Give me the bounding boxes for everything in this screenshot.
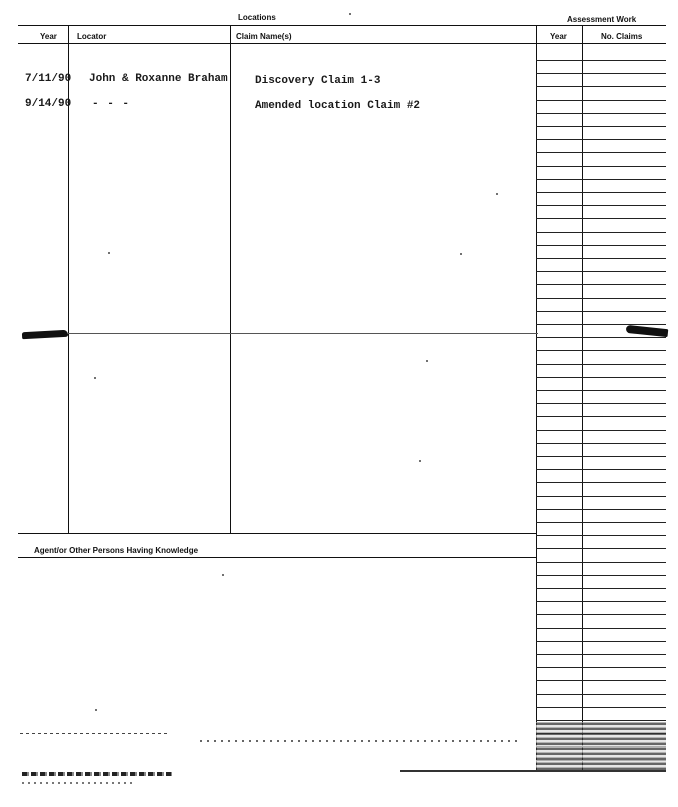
- agent-top-rule: [18, 533, 537, 534]
- scan-noise-band: [200, 740, 520, 742]
- assessment-grid-rule: [536, 416, 666, 417]
- assessment-grid-rule: [536, 271, 666, 272]
- locations-label: Locations: [238, 13, 276, 22]
- assessment-grid-rule: [536, 482, 666, 483]
- scan-speck: [108, 252, 110, 254]
- scan-speck: [496, 193, 498, 195]
- scan-speck: [95, 709, 97, 711]
- binder-mark-left: [22, 330, 68, 339]
- assessment-grid-rule: [536, 337, 666, 338]
- column-header-no-claims: No. Claims: [601, 32, 643, 41]
- assessment-grid-rule: [536, 218, 666, 219]
- scan-noise-band: [20, 733, 170, 734]
- assessment-grid-rule: [536, 720, 666, 721]
- column-header-locator: Locator: [77, 32, 107, 41]
- assessment-grid-rule: [536, 232, 666, 233]
- assessment-grid-rule: [536, 284, 666, 285]
- assessment-grid-rule: [536, 350, 666, 351]
- assessment-grid-rule: [536, 73, 666, 74]
- assessment-grid-rule: [536, 377, 666, 378]
- column-header-year: Year: [40, 32, 57, 41]
- assessment-grid-rule: [536, 258, 666, 259]
- assessment-grid-rule: [536, 113, 666, 114]
- assessment-grid-rule: [536, 364, 666, 365]
- entry-claim-name: Amended location Claim #2: [255, 100, 421, 112]
- assessment-grid-rule: [536, 641, 666, 642]
- scan-noise-band: [400, 770, 666, 772]
- binder-mark-right: [626, 325, 669, 337]
- assessment-grid-rule: [536, 152, 666, 153]
- assessment-grid-rule: [536, 496, 666, 497]
- assessment-grid-rule: [536, 100, 666, 101]
- scan-speck: [426, 360, 428, 362]
- entry-locator: John & Roxanne Braham: [89, 73, 228, 85]
- assessment-grid-rule: [536, 548, 666, 549]
- assessment-grid-rule: [536, 311, 666, 312]
- assessment-grid-rule: [536, 60, 666, 61]
- column-header-claim-names: Claim Name(s): [236, 32, 292, 41]
- assessment-grid-rule: [536, 430, 666, 431]
- entry-year: 7/11/90: [25, 73, 72, 85]
- assessment-grid-rule: [536, 628, 666, 629]
- scan-speck: [419, 460, 421, 462]
- header-bottom-rule: [18, 43, 666, 44]
- column-header-aw-year: Year: [550, 32, 567, 41]
- assessment-grid-rule: [536, 667, 666, 668]
- assessment-grid-rule: [536, 205, 666, 206]
- assessment-grid-rule: [536, 680, 666, 681]
- assessment-grid-rule: [536, 562, 666, 563]
- assessment-grid-rule: [536, 166, 666, 167]
- assessment-grid-rule: [536, 390, 666, 391]
- assessment-grid-rule: [536, 614, 666, 615]
- assessment-grid-rule: [536, 707, 666, 708]
- divider-locator-claim: [230, 25, 231, 533]
- scan-noise-band: [22, 772, 172, 776]
- assessment-work-label: Assessment Work: [567, 15, 637, 24]
- assessment-grid-rule: [536, 694, 666, 695]
- assessment-grid-rule: [536, 522, 666, 523]
- header-top-rule: [18, 25, 666, 26]
- entry-locator: - - -: [92, 98, 131, 110]
- scan-speck: [94, 377, 96, 379]
- entry-claim-name: Discovery Claim 1-3: [255, 75, 381, 87]
- assessment-grid-rule: [536, 139, 666, 140]
- scan-speck: [222, 574, 224, 576]
- assessment-grid-rule: [536, 245, 666, 246]
- assessment-grid-rule: [536, 601, 666, 602]
- assessment-grid-rule: [536, 443, 666, 444]
- assessment-grid-rule: [536, 575, 666, 576]
- divider-claim-assessment: [536, 25, 537, 770]
- assessment-grid-rule: [536, 535, 666, 536]
- assessment-grid-rule: [536, 298, 666, 299]
- assessment-grid-rule: [536, 403, 666, 404]
- scan-fold-line: [68, 333, 538, 334]
- divider-aw-year-count: [582, 25, 583, 770]
- assessment-grid-rule: [536, 469, 666, 470]
- agent-section-label: Agent/or Other Persons Having Knowledge: [34, 546, 199, 555]
- scan-speck: [460, 253, 462, 255]
- assessment-grid-rule: [536, 192, 666, 193]
- assessment-grid-rule: [536, 588, 666, 589]
- assessment-grid-rule: [536, 324, 666, 325]
- scan-speck: [349, 13, 351, 15]
- scan-noise-block: [536, 722, 666, 770]
- agent-bottom-rule: [18, 557, 537, 558]
- scan-noise-band: [22, 782, 132, 784]
- assessment-grid-rule: [536, 126, 666, 127]
- assessment-grid-rule: [536, 179, 666, 180]
- assessment-grid-rule: [536, 456, 666, 457]
- assessment-grid-rule: [536, 509, 666, 510]
- assessment-grid-rule: [536, 654, 666, 655]
- assessment-grid-rule: [536, 86, 666, 87]
- entry-year: 9/14/90: [25, 98, 72, 110]
